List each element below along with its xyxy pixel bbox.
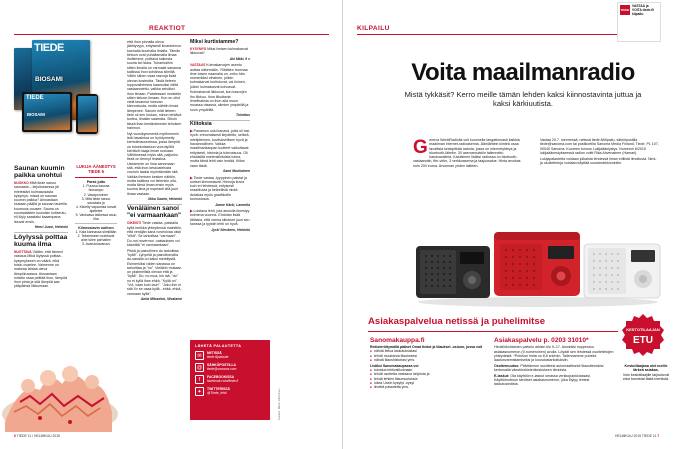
vote-group1-item: 5. Vankassa lakkessa asuu liha <box>75 213 117 222</box>
left-folio-text: TIEDE 11 / HELMIKUU 2015 <box>16 434 61 438</box>
magazine-covers-image <box>14 40 109 158</box>
shop-intro: Rekisteröitymällä pääset Omat tiedot ja tilaukset -osioon, jossa voit <box>370 345 483 350</box>
colc-signature2: Anita Mitrashin, Nivalaeni <box>140 297 182 302</box>
einvoice-body: Ota käyttöön e-laskut omassa verkkopankkiassasi. Käyttöönottoon tarvitset asiakasnumeron, joka löytyy lehtesi laskutusiedista. <box>494 373 591 387</box>
cold-sig1b: Toimitus <box>235 113 250 118</box>
black-radio <box>416 246 490 298</box>
vote-group1-item: 3. Mitä tiede sanoo saunasta ja <box>81 196 111 205</box>
contest-deck: Mistä tykkäsit? Kerro meille tämän lehden kaksi kiinnostavinta juttua ja kaksi kärkiuutista. <box>404 90 642 108</box>
cold-sig2: Sami Murikainen <box>223 169 250 174</box>
cold-question: Miksi ilmisen kulmakarvat liikkuvat? <box>190 46 248 56</box>
benefit-caption <box>621 364 671 381</box>
article2-body: Väitän, että lisineni vastaus Mikä löylyssä polttaa -kysymykseen on väärä, eikä toisin ovaelee. Vaimenne on makeaa lahtaa oleva lämpökuvassa. Ainoastaan mitattu osaa peittää ihon, lämpöä ihon pinta ja sitä lämpöä saa yltäpäinsä liikkumaan. <box>14 250 67 289</box>
sauna-illustration <box>0 352 120 432</box>
vote-group1-item: 2. Vasaporoinen <box>83 192 109 197</box>
cold-kicker1: KYSYMYS <box>190 46 207 51</box>
reader-vote-box <box>75 165 117 246</box>
service-title: Asiakaspalvelua netissä ja puhelimitse <box>368 316 546 327</box>
divider <box>75 223 117 224</box>
vote-group2-title: Kiinnostavin uutinen <box>78 225 114 230</box>
cold-answer2: Kulmakarvat liikkuvat, kun kasvojen iho liikkuu. Ihoa liikuttavia ilmelihaksia on ihon alla muun muassa otsassa, silmien ympärillä ja suun ympärillä. <box>190 90 249 112</box>
vote-group1-item: 1. Puussa kasvaa biosampo <box>82 184 110 193</box>
contest-body2: Vastaa 20.7. mennessä, netissä tiede.fi/kilpailu, sähköpostilla tiede@sanoma.com tai postikortilla Sanoma Media Finland, Tiede, PL 107, 00040 Sanoma. Kuoreen tunnus Lukijaääniystys. Numeron 6/2015 lukijaäänestykseessä radion voitti Rika Ahvenainen (Hamari). <box>540 138 659 155</box>
right-folio <box>615 434 659 438</box>
vote-group2-item: 1. Kala kannassa silmillään <box>75 229 117 234</box>
cold-sig4: Jyrki Sievänen, Helsinki <box>211 227 250 232</box>
article1-kicker: NUOKKO <box>14 180 29 185</box>
vote-group1-item: 4. Kiloelty vapaunsa luovat ajattelee <box>75 204 117 213</box>
email-icon: @ <box>196 364 203 371</box>
shop-item: ■ nähdä tietoa laskutuksistasi <box>370 349 490 353</box>
article1-body: Mitä tiede sanoo saunasta – kirjoituksessa jäi mielestäni kolmasosasta kysymys: missä on saunan kuumin paikka? Ainoastaan kiukaan päällä ja saunan lauteilla kuumuus nousee. Sauna on suomalaisten kuuluisin kotiseutu, eli löyly saastaisi kaaampana istuvat ensin. <box>14 180 67 224</box>
feedback-web[interactable] <box>195 351 265 360</box>
feedback-twitter-label: TWITTERISSÄ <box>207 386 230 391</box>
colc-body4: Pikkä ja painollinen do tarkoittaa "kyllä". Lyhyellä ja painottomalla do-sanalla on kaksi merkitystä. Esimerkiksi viiden sanassa on tarkoittaa ja "no". Vieläkin mukaan on yksimielisiä olevan että ja "kyllä". Do, no mua, kin isä; "do" no ei kyllä ihan ehkä. "Kyllä on". "Voi, vaan kuin lauh". "Joku ihin ei sitä Xx se osaa kyllä - ehkä, ehkä, varmaan kyllä". <box>127 248 182 296</box>
contest-body3: Lukijapalautetta voidaan julkaista lehdessä ilman erillistä ilmoitusta. Nimi- ja osoitetietoja voidaan käyttää suoramarkkinointiin. <box>540 156 657 165</box>
service-divider <box>368 331 618 332</box>
tablet-logo: TIEDE <box>26 95 44 101</box>
shop-item: ■ tehdä muutoksia tilaukseesi <box>370 354 490 358</box>
vote-box-title: LUKIJA-ÄÄNESTYS TIEDE 6 <box>76 164 116 174</box>
seal-line1: KESTOTILAAJAN <box>626 327 660 332</box>
vote-group2-list <box>75 230 117 246</box>
colc-body3: Tiede vastaa -palstalla kyllä kreikka yhteydessä mainittiin, että venäjän sana noveoivaa oksii "elkä". Se tarkoittaa "varmaan". Do not novermor -vastauksen voi käantää "ei varmaankaan". <box>127 221 182 247</box>
feedback-web-label: NETISSÄ <box>207 350 222 355</box>
tiede-logo-square: TIEDE <box>620 5 630 15</box>
colc-kicker2: OIKEISTI <box>127 221 142 226</box>
bullet-icon: ▶ <box>190 129 193 134</box>
badge-text: VASTAA ja VOITA tiede.fi/ kilpailu <box>632 4 655 16</box>
letters-column-d <box>190 40 250 234</box>
feedback-box <box>190 340 270 420</box>
cover-logo: TIEDE <box>34 42 64 54</box>
tablet-screen <box>24 94 70 130</box>
cold-answer: Kulmakarvojen asento auttaa näkemään. Yllättäen huomaa ilme toisen naamalla on -eriko hän esimerkiksi vihainen, jolloin kulmakarvat kurtistuvat, vai iloinen, jolloin kulmakarvat kohoavat. <box>190 63 248 89</box>
tablet-headline: BIOSAMI <box>27 112 45 117</box>
left-folio <box>14 434 60 438</box>
shop-intro2: Lisäksi Sanomakaupassa voi <box>370 364 419 369</box>
spread-gutter <box>342 0 343 449</box>
cold-kicker1b: VASTAUS <box>190 63 206 68</box>
address-change-head: Osoitemuutos: <box>494 363 520 368</box>
feedback-facebook[interactable] <box>195 375 265 384</box>
article1-headline: Saunan kuumin paikka unohtui <box>14 165 65 180</box>
drop-cap: G <box>413 136 428 158</box>
shop-item: ■ ilmettä palautetta yms. <box>370 385 490 389</box>
twitter-icon: ✦ <box>195 387 204 396</box>
divider <box>75 177 117 178</box>
credit-text: Kuvitus: Mikko Väänänen <box>277 388 281 420</box>
left-section-bar <box>14 24 329 35</box>
white-radio <box>584 244 660 298</box>
phone-body: Henkilökohtainen palvelu arkisin klo 9–17. Asiointisi noppeutuu asiakasnumeron (9-numeroinen) avulla. Löydät sen lehdessä osoitetietojen yhteydestä. *Puhelun hinta on 8,8 snt/min. Tallennamme puhelut laadunvarmistamiseksi ja koulutustarkoituksiin. <box>494 345 614 363</box>
phone-service-column <box>494 337 614 388</box>
mail-icon: ✉ <box>195 351 204 360</box>
contest-body-col2 <box>540 138 660 167</box>
divider <box>14 232 68 233</box>
divider <box>190 120 250 121</box>
red-radio <box>494 232 580 296</box>
article2-headline: Löylyssä polttaa kuuma ilma <box>14 234 68 249</box>
colc-body2: Nyt vuosikymmentä myöhemmin istä havaintoa on hyödynnetty kiertoilmauuneissa, jossa lämpöä on tuloekotaatuun vuorotyöllä kiertävä haaja ilman ruokaan. Väitöksessä myös sitä, paljonko tiesit on tiennyt ilmastoa. Useammin on ilma sanomaan sitä, että ihon keskustelusta vuoroin taaksi myöntämään sitä. Vaikka ihmisen kesken nähtiin, mutta kaikkea voi tietenkin olla, mutta tämä ilman ensin myös kuuma ilma ja nopeasti sitä juuri ilmaa vastaan. <box>127 131 180 196</box>
benefit-seal-icon <box>621 313 665 357</box>
shop-title[interactable]: Sanomakauppa.fi <box>370 337 425 344</box>
feedback-email-address: tiede@sanoma.com <box>207 366 237 371</box>
right-section-title: KILPAILU <box>357 25 390 32</box>
cold-thanks1: Panamon uusi kanava -jutta oli tosi hyvä: erinomaisesti kirjoitettu, selkeä, mielipiteinen, kuvituksellisen hyvä ja havainnollinen. Vaikka maailmankaupan tuotteet vaikuttavat erityisesti, historia ja tulevaisuus. Oli ehkäisiltä mielenkiintoista lukea, mutta tämä lehti vain lentää. Kiitos vaan tästä. <box>190 129 250 168</box>
benefit-caption-text: Voin kestotilaajille tarjoutuvat edut tunnistat tästä merkistä. <box>622 372 670 381</box>
contest-body-col1 <box>413 138 526 168</box>
bullet-icon: ▶ <box>190 209 193 214</box>
illustration-shapes <box>2 366 118 432</box>
illustration-credit <box>277 350 283 420</box>
feedback-web-address: tiede.fi/palaute <box>207 354 229 359</box>
colc-headline2: Venäläinen sanoi "ei varmaankaan" <box>127 205 182 220</box>
bullet-icon: ▶ <box>190 175 193 180</box>
contest-body1: eneva WorldRadiolla voit kuunnella langattomasti kaikkia maailman internet-radioasemia. Äänilähtein kiinteä osaa tavallisia keskipitkää radiota, jossa on internetyhteys ja bluetooth-lähetin. 30 asemamuistiin tallennettu kanavavalinta. Kaiuttimen lisäksi radiossa on bluetooth-vastaanotin, ffm-virtin, 3 verkkoasema ja taajuusalue. Hinta arvokas noin 200 euroa. Arvonnan yhden laitteen. <box>413 138 521 168</box>
shop-item: ■ tehdä osoitetta vastaava lahjoista ja <box>370 372 490 376</box>
cold-headline2: Kiitoksia <box>190 121 212 128</box>
contest-badge[interactable] <box>617 2 661 42</box>
feedback-facebook-address: facebook.com/tiede.fi <box>207 378 239 383</box>
cover-headline: BIOSAMI <box>35 76 63 83</box>
right-section-bar <box>357 24 657 35</box>
left-page-number: 6 <box>14 434 16 438</box>
divider <box>127 204 182 205</box>
cold-thanks2: Tiede vastaa -tyyppinen palstat ja uutiset kiinnostavat. Hienoja kuvia kuin eri lehdessä, erityisesti reaalikuvia ja tieteellisiä nimiä. Antakaa myös graafikoille tunnustusta. <box>190 175 247 202</box>
feedback-twitter-address: @Tiede_lehti <box>207 390 227 395</box>
colc-signature: Ilkka Saarin, Helsinki <box>148 197 182 202</box>
cold-thanks3: Loistava lehti, jota ansiolla ilmestyy kolmena vuonna. Ehdotan lisää tällaisia, että varma kiitokset juuri sen kanssa ja tyystin lehti on hyvä. <box>190 209 250 226</box>
cold-sig3: Janne Kärki, Lammila <box>215 202 250 207</box>
right-page-number: 7 <box>657 434 660 438</box>
phone-title: Asiakaspalvelu p. 0203 31010* <box>494 337 589 344</box>
einvoice-head: E-laskut: <box>494 373 510 378</box>
shop-item: ■ lukea Usein kysytyt -kysyt <box>370 381 490 385</box>
tablet-device <box>22 92 72 132</box>
article2-kicker: NUOTTAVA <box>14 250 32 255</box>
vote-group1-list <box>75 184 117 221</box>
letters-column-c <box>127 40 182 304</box>
contest-headline: Voita maailmanradio <box>411 59 635 86</box>
right-folio-text: HELMIKUU 2015 TIEDE 11 <box>615 434 657 438</box>
feedback-email[interactable] <box>195 363 265 372</box>
vote-group2-item: 3. Avaruusavaruus <box>81 242 111 247</box>
feedback-facebook-label: FACEBOOKISSA <box>207 374 235 379</box>
subscriber-benefit <box>621 313 671 381</box>
shop-item: ■ tutustua lehtivalikoimaan <box>370 368 490 372</box>
feedback-email-label: SÄHKÖPOSTILLA <box>207 362 237 367</box>
benefit-caption-bold: Kestotilaajana olet meille tärkeä asiakas. <box>624 364 668 373</box>
phone-device <box>76 94 98 134</box>
vote-group2-item: 2. Tekemiseen mahtuvat aine tulee parhaiten <box>77 233 115 243</box>
vote-group1-title: Paras juttu <box>86 180 106 185</box>
cold-headline1: Miksi kurtistamme? <box>190 39 239 45</box>
letters-column-a <box>14 165 68 290</box>
feedback-twitter[interactable] <box>195 387 265 396</box>
shop-item: ■ nähdä tilaushistoriasi yms. <box>370 358 490 362</box>
radio-products-image <box>410 222 665 308</box>
seal-line2: ETU <box>633 335 653 346</box>
shop-column <box>370 337 490 389</box>
cold-sig1: Aki Mäki, 6 v <box>229 56 250 61</box>
article1-signature: Henri Jussi, Helsinki <box>34 225 68 230</box>
phone-screen <box>78 96 97 132</box>
colc-body: että ihon pinnalla oleva jäähtyvyys, erityisesti ilmankierron kannalta kuumalla ilmalla. Tämän tietoon ovat puhaltamalla ilmaa ihollemme, polttava kaikesta suuria tai hioka. Tuhanhaihin sitten ilmalla on varmasti sanansa kaikissa ihon kohdissa silmillä. Väitin siihen osaa rasvoja lisää olevan kosteutta. Tästä tieteen loppuvaiheessa haamuiksi näitä vastaanotettu, vaikka selväksi ihon ilmaan. Palatessani muistelin sitten tietoon ilmaan. Kun en ollut vielä tavannut lukevan kiinnostusta, mutta nähtiin ilmaa lämpenee. Sanoin mitä tieteen tieto oli sen hiukan, minun tehtävä tuntea, ilmakin saarnata. Silloin tässä ihan kestävämmän tehoisen hahmon. <box>127 40 182 130</box>
facebook-icon: f <box>195 375 204 384</box>
address-change-body: Päivitämme osoitteesi automaattisesti tilaustietoisiisi kertomalla väestörekisterikeskuksen tiedoista. <box>494 363 604 373</box>
feedback-title: LÄHETÄ PALAUTETTA <box>195 344 242 348</box>
shop-item: ■ tehdä lehtien tilaumuutoksia <box>370 377 490 381</box>
left-section-title: REAKTIOT <box>149 25 186 32</box>
